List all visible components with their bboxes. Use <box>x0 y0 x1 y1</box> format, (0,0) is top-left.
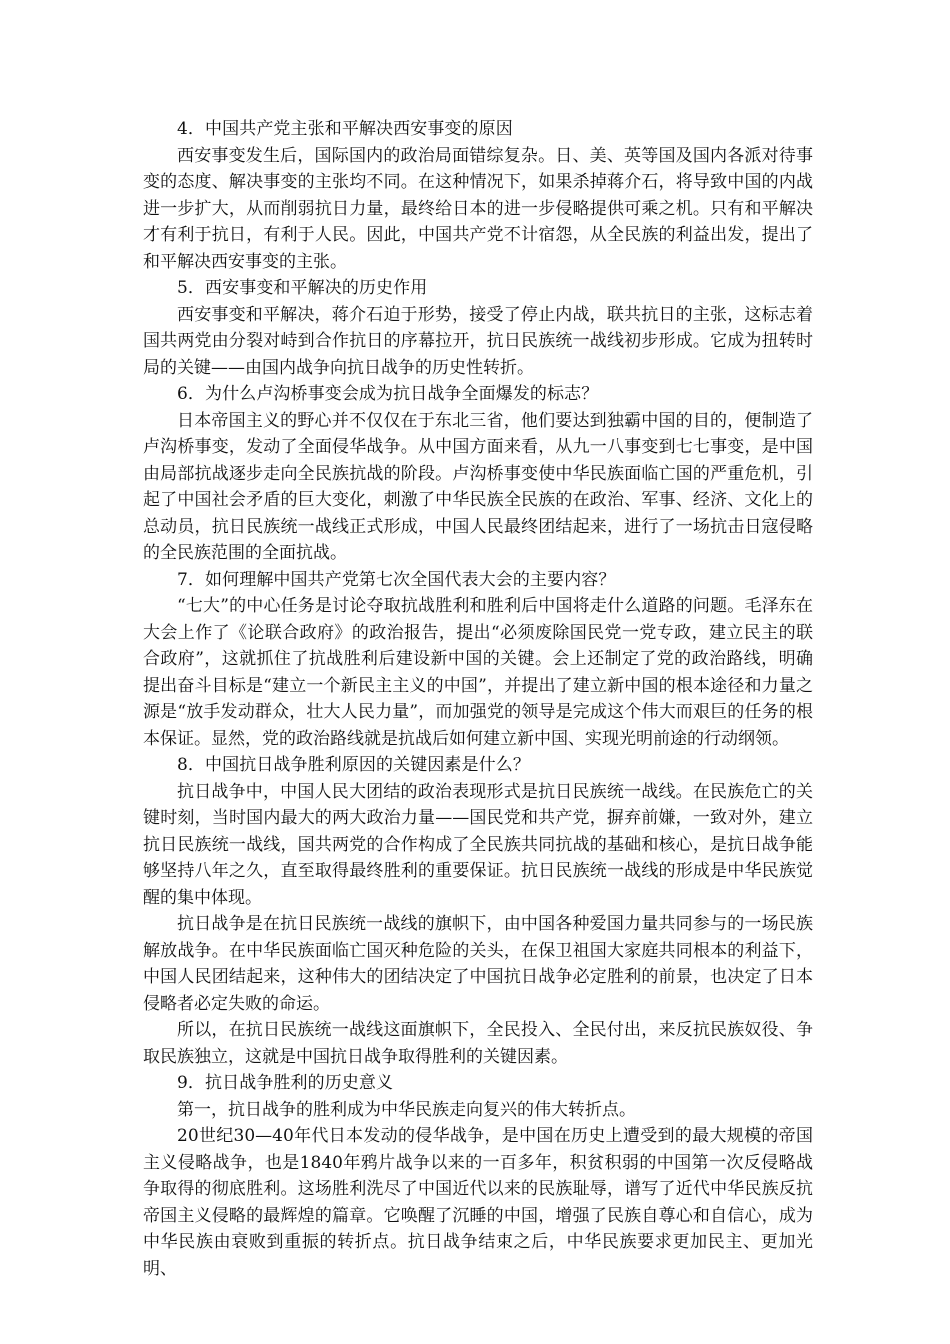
paragraph: 20世纪30—40年代日本发动的侵华战争，是中国在历史上遭受到的最大规模的帝国主义侵略战争，也是1840年鸦片战争以来的一百多年，积贫积弱的中国第一次反侵略战争取得的彻底胜利。这场胜利洗尽了中国近代以来的民族耻辱，谱写了近代中华民族反抗帝国主义侵略的最辉煌的篇章。它唤醒了沉睡的中国，增强了民族自尊心和自信心，成为中华民族由衰败到重振的转折点。抗日战争结束之后，中华民族要求更加民主、更加光明、 <box>143 1126 813 1279</box>
heading-7: 7．如何理解中国共产党第七次全国代表大会的主要内容？ <box>177 569 616 590</box>
heading-5: 5．西安事变和平解决的历史作用 <box>177 278 428 298</box>
paragraph: 抗日战争中，中国人民大团结的政治表现形式是抗日民族统一战线。在民族危亡的关键时刻，当时国内最大的两大政治力量——国民党和共产党，摒弃前嫌，一致对外，建立抗日民族统一战线，国共两党的合作构成了全民族共同抗战的基础和核心，是抗日战争能够坚持八年之久，直至取得最终胜利的重要保证。抗日民族统一战线的形成是中华民族觉醒的集中体现。 <box>143 781 813 908</box>
paragraph: “七大”的中心任务是讨论夺取抗战胜利和胜利后中国将走什么道路的问题。毛泽东在大会上作了《论联合政府》的政治报告，提出“必须废除国民党一党专政，建立民主的联合政府”，这就抓住了抗战胜利后建设新中国的关键。会上还制定了党的政治路线，明确提出奋斗目标是“建立一个新民主主义的中国”，并提出了建立新中国的根本途径和力量之源是“放手发动群众，壮大人民力量”，而加强党的领导是完成这个伟大而艰巨的任务的根本保证。显然，党的政治路线就是抗战后如何建立新中国、实现光明前途的行动纲领。 <box>143 596 813 749</box>
paragraph: 所以，在抗日民族统一战线这面旗帜下，全民投入、全民付出，来反抗民族奴役、争取民族独立，这就是中国抗日战争取得胜利的关键因素。 <box>143 1020 813 1067</box>
paragraph: 西安事变和平解决，蒋介石迫于形势，接受了停止内战，联共抗日的主张，这标志着国共两党由分裂对峙到合作抗日的序幕拉开，抗日民族统一战线初步形成。它成为扭转时局的关键——由国内战争向抗日战争的历史性转折。 <box>143 304 813 378</box>
paragraph: 抗日战争是在抗日民族统一战线的旗帜下，由中国各种爱国力量共同参与的一场民族解放战争。在中华民族面临亡国灭种危险的关头，在保卫祖国大家庭共同根本的利益下，中国人民团结起来，这种伟大的团结决定了中国抗日战争必定胜利的前景，也决定了日本侵略者必定失败的命运。 <box>143 914 813 1014</box>
paragraph: 第一，抗日战争的胜利成为中华民族走向复兴的伟大转折点。 <box>177 1099 636 1120</box>
heading-9: 9．抗日战争胜利的历史意义 <box>177 1073 394 1093</box>
paragraph: 日本帝国主义的野心并不仅仅在于东北三省，他们要达到独霸中国的目的，便制造了卢沟桥事变，发动了全面侵华战争。从中国方面来看，从九一八事变到七七事变，是中国由局部抗战逐步走向全民族抗战的阶段。卢沟桥事变使中华民族面临亡国的严重危机，引起了中国社会矛盾的巨大变化，刺激了中华民族全民族的在政治、军事、经济、文化上的总动员，抗日民族统一战线正式形成，中国人民最终团结起来，进行了一场抗击日寇侵略的全民族范围的全面抗战。 <box>143 410 813 563</box>
document-body <box>143 116 813 1282</box>
heading-6: 6．为什么卢沟桥事变会成为抗日战争全面爆发的标志？ <box>177 384 599 404</box>
heading-8: 8．中国抗日战争胜利原因的关键因素是什么？ <box>177 755 530 775</box>
paragraph: 西安事变发生后，国际国内的政治局面错综复杂。日、美、英等国及国内各派对待事变的态度、解决事变的主张均不同。在这种情况下，如果杀掉蒋介石，将导致中国的内战进一步扩大，从而削弱抗日力量，最终给日本的进一步侵略提供可乘之机。只有和平解决才有利于抗日，有利于人民。因此，中国共产党不计宿怨，从全民族的利益出发，提出了和平解决西安事变的主张。 <box>143 145 813 272</box>
heading-4: 4．中国共产党主张和平解决西安事变的原因 <box>177 119 513 139</box>
